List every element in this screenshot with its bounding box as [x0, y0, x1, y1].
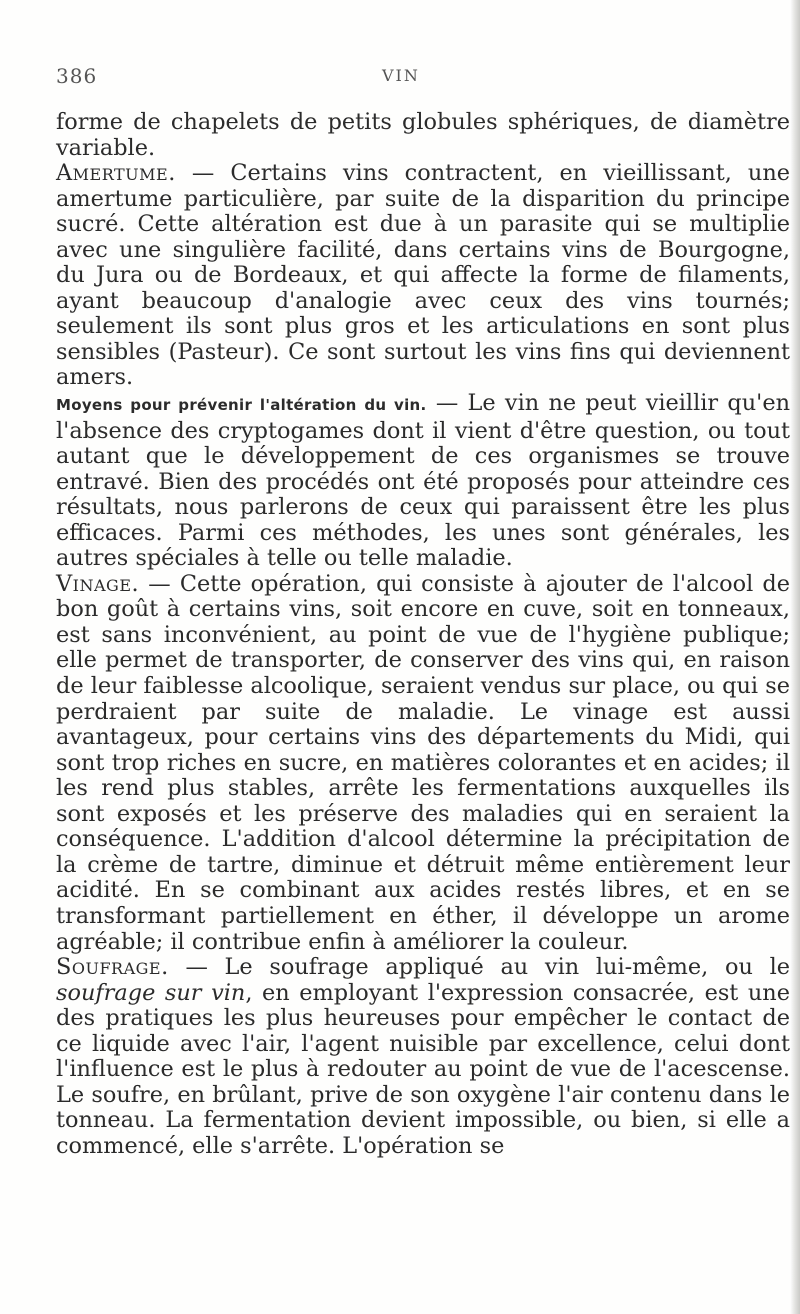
paragraph-text: , en employant l'expression consacrée, est une des pratiques les plus heureuses pour empêcher le contact de ce liquide avec l'air, l'agent nuisible par excellence, celui dont l'influence est le plus à redouter au point de vue de l'acescense. Le soufre, en brûlant, prive de son oxygène l'air contenu dans le tonneau. La fermentation devient impossible, ou bien, si elle a commencé, elle s'arrête. L'opération se: [56, 979, 790, 1159]
entry-term: Vinage.: [56, 570, 140, 597]
entry-term: Amertume.: [56, 160, 176, 187]
paragraph-moyens: [56, 391, 790, 572]
running-head: VIN: [382, 66, 420, 85]
paragraph-text: forme de chapelets de petits globules sphériques, de diamètre variable.: [56, 109, 790, 161]
page-header: [56, 58, 736, 88]
paragraph-text: — Certains vins contractent, en vieillissant, une amertume particulière, par suite de la disparition du principe sucré. Cette altération est due à un parasite qui se multiplie avec une singulière facilité, dans certains vins de Bourgogne, du Jura ou de Bordeaux, et qui affecte la forme de filaments, ayant beaucoup d'analogie avec ceux des vins tournés; seulement ils sont plus gros et les articulations en sont plus sensibles (Pasteur). Ce sont surtout les vins fins qui deviennent amers.: [56, 160, 790, 391]
paragraph-amertume: [56, 161, 790, 391]
section-heading: Moyens pour prévenir l'altération du vin.: [56, 396, 427, 415]
page-number: 386: [56, 64, 98, 88]
paragraph-soufrage: [56, 955, 790, 1159]
paragraph-text: — Cette opération, qui consiste à ajouter de l'alcool de bon goût à certains vins, soit encore en cuve, soit en tonneaux, est sans inconvénient, au point de vue de l'hygiène publique; elle permet de transporter, de conserver des vins qui, en raison de leur faiblesse alcoolique, seraient vendus sur place, ou qui se perdraient par suite de maladie. Le vinage est aussi avantageux, pour certains vins des départements du Midi, qui sont trop riches en sucre, en matières colorantes et en acides; il les rend plus stables, arrête les fermentations auxquelles ils sont exposés et les préserve des maladies qui en seraient la conséquence. L'addition d'alcool détermine la précipitation de la crème de tartre, diminue et détruit même entièrement leur acidité. En se combinant aux acides restés libres, et en se transformant partiellement en éther, il développe un arome agréable; il contribue enfin à améliorer la couleur.: [56, 570, 790, 955]
page-edge-shadow: [790, 0, 800, 1314]
paragraph-vinage: [56, 572, 790, 955]
paragraph-text: — Le vin ne peut vieillir qu'en l'absence des cryptogames dont il vient d'être question, ou tout autant que le développement de ces organismes se trouve entravé. Bien des procédés ont été proposés pour atteindre ces résultats, nous parlerons de ceux qui paraissent être les plus efficaces. Parmi ces méthodes, les unes sont générales, les autres spéciales à telle ou telle maladie.: [56, 390, 790, 572]
entry-term: Soufrage.: [56, 954, 169, 981]
italic-phrase: soufrage sur vin: [56, 979, 246, 1006]
paragraph-text: — Le soufrage appliqué au vin lui-même, ou le: [168, 954, 790, 981]
body-text: [56, 110, 790, 1159]
paragraph-continuation: [56, 110, 790, 161]
